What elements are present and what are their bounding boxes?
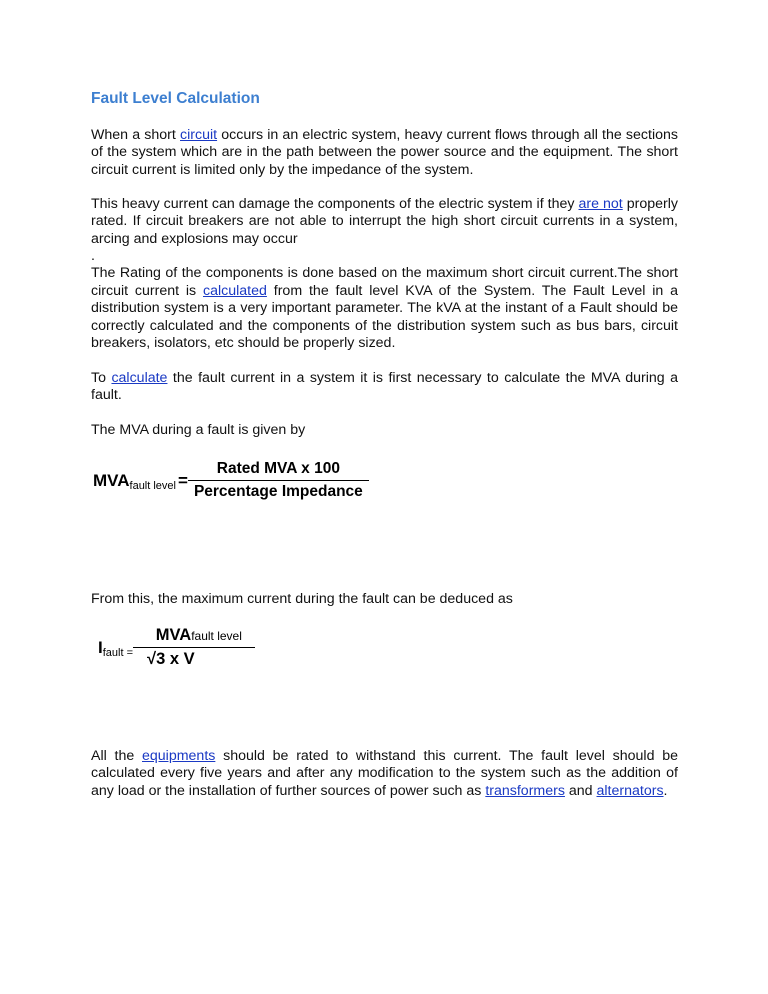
formula-denominator: √3 x V <box>133 647 255 669</box>
text: This heavy current can damage the components of the electric system if they <box>91 196 579 212</box>
text: should be rated to withstand this current. The fault level should be calculated every five years and after any modification to the system such as the addition of any load or the installation of further sources of power such as <box>91 748 679 799</box>
paragraph-rating <box>91 248 678 352</box>
paragraph-calculate <box>91 370 678 405</box>
formula-fault-current <box>98 626 255 669</box>
text: All the <box>91 748 142 764</box>
formula-lhs: MVAfault level <box>93 470 176 492</box>
text: and <box>564 782 597 799</box>
paragraph-max-current: From this, the maximum current during the fault can be deduced as <box>91 591 513 607</box>
paragraph-equipments <box>91 748 678 800</box>
paragraph-damage <box>91 196 678 248</box>
text: properly rated. If circuit breakers are not able to interrupt the high short circuit currents in a system, arcing and explosions may occur <box>91 196 679 247</box>
text: The Rating of the components is done based on the maximum short circuit current.The short circuit current is <box>91 265 678 299</box>
link-calculate[interactable]: calculate <box>111 370 168 386</box>
link-transformers[interactable]: transformers <box>485 782 565 799</box>
formula-denominator: Percentage Impedance <box>188 480 369 501</box>
formula-lhs: Ifault = <box>98 637 134 659</box>
link-alternators[interactable]: alternators <box>596 782 664 799</box>
link-circuit[interactable]: circuit <box>180 127 218 143</box>
formula-equals: = <box>178 470 188 490</box>
formula-numerator-subscript: fault level <box>191 629 242 643</box>
formula-lhs-subscript: fault = <box>102 646 134 659</box>
text: from the fault level KVA of the System. The Fault Level in a distribution system is a very important parameter. The kVA at the instant of a Fault should be correctly calculated and the components of the distribution system such as bus bars, circuit breakers, isolators, etc should be properly sized. <box>91 282 679 352</box>
text: the fault current in a system it is first necessary to calculate the MVA during a fault. <box>91 370 678 404</box>
formula-mva-fault-level <box>93 460 369 501</box>
text: When a short <box>91 127 181 143</box>
stray-dot: . <box>91 248 95 264</box>
formula-fraction <box>188 460 369 501</box>
formula-numerator: MVAfault level <box>155 626 242 644</box>
text: To <box>91 370 112 386</box>
formula-fraction <box>133 626 255 669</box>
text: occurs in an electric system, heavy current flows through all the sections of the system which are in the path between the power source and the equipment. The short circuit current is limited only by the impedance of the system. <box>91 127 678 178</box>
formula-lhs-subscript: fault level <box>129 479 176 492</box>
formula-numerator: Rated MVA x 100 <box>216 460 340 477</box>
paragraph-intro <box>91 127 678 179</box>
link-calculated[interactable]: calculated <box>203 282 267 299</box>
paragraph-mva-intro: The MVA during a fault is given by <box>91 422 306 438</box>
link-are-not[interactable]: are not <box>578 196 623 212</box>
link-equipments[interactable]: equipments <box>142 748 216 764</box>
text: . <box>663 782 668 799</box>
page-title: Fault Level Calculation <box>91 90 260 107</box>
